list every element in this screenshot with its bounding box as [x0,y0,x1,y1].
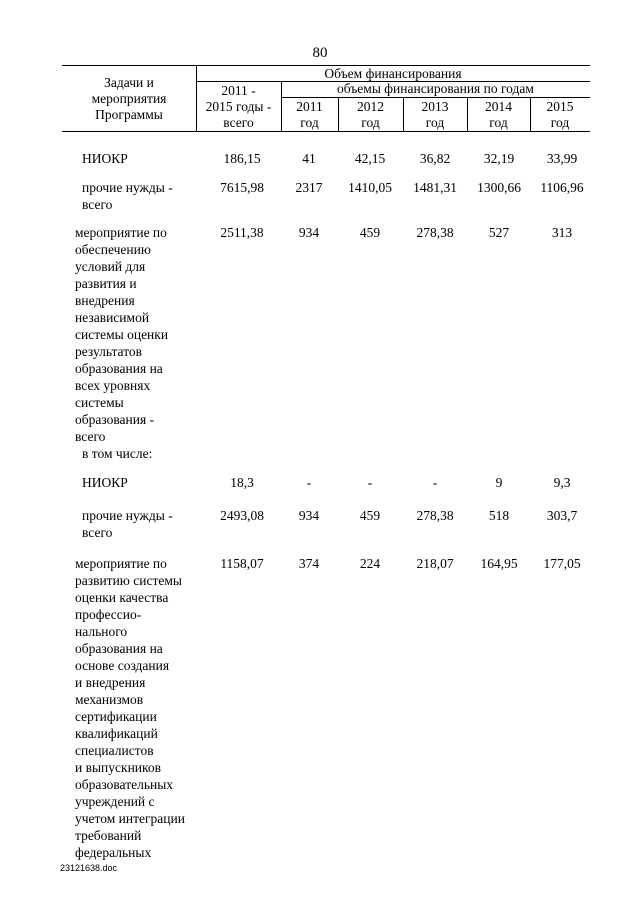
year-header-rule [281,97,590,98]
row-value-2011: 41 [302,151,316,166]
row-total: 7615,98 [220,180,264,195]
row-value-2012: 459 [359,225,381,240]
row-value-2011: 934 [298,225,320,240]
row-value-2013: - [432,475,438,490]
row-value-2011: 374 [298,556,320,571]
header-year-unit-2012: год [361,115,380,130]
page-number: 80 [312,45,328,61]
row-total: 18,3 [230,475,254,490]
row-label: мероприятие по обеспечению условий для развития и внедрения независимой системы оценки результатов образования на всех уровнях системы образования - всего [75,225,169,444]
row-value-2011: 934 [298,508,320,523]
header-year-unit-2014: год [489,115,508,130]
row-value-2012: - [367,475,373,490]
header-year-unit-2013: год [425,115,445,130]
row-value-2013: 36,82 [419,151,451,166]
row-total: 2511,38 [220,225,264,240]
row-label: прочие нужды - всего [82,180,173,212]
row-value-2012: 1410,05 [348,180,392,195]
row-value-2015: 1106,96 [540,180,584,195]
row-value-2011: - [306,475,312,490]
row-value-2014: 9 [495,475,503,490]
row-value-2015: 177,05 [543,556,581,571]
row-label: в том числе: [82,446,153,461]
header-year-2014: 2014 [485,99,512,114]
header-year-2015: 2015 [546,99,574,114]
row-value-2012: 459 [359,508,381,523]
header-year-unit-2011: год [300,115,319,130]
row-value-2013: 1481,31 [413,180,457,195]
row-value-2014: 527 [488,225,510,240]
table-header-bottom-rule [62,131,590,132]
row-value-2012: 224 [359,556,381,571]
row-total: 1158,07 [220,556,264,571]
row-value-2015: 313 [551,225,573,240]
row-label: НИОКР [82,475,128,490]
document-footer: 23121638.doc [60,863,118,873]
header-year-unit-2015: год [550,115,570,130]
header-task-column: Задачи и мероприятия Программы [91,75,167,122]
row-label: прочие нужды - всего [82,508,173,540]
row-value-2012: 42,15 [354,151,386,166]
header-year-2012: 2012 [357,99,384,114]
row-total: 2493,08 [220,508,264,523]
header-funding-volume: Объем финансирования [324,66,462,81]
row-total: 186,15 [223,151,261,166]
row-label: НИОКР [82,151,128,166]
header-total-period: 2011 - 2015 годы - всего [205,83,272,130]
header-by-year: объемы финансирования по годам [337,81,534,96]
row-value-2014: 1300,66 [477,180,521,195]
row-value-2013: 218,07 [416,556,454,571]
row-value-2015: 303,7 [546,508,578,523]
header-year-2013: 2013 [421,99,449,114]
row-value-2014: 518 [488,508,510,523]
row-value-2014: 164,95 [480,556,518,571]
row-value-2015: 9,3 [553,475,571,490]
row-label: мероприятие по развитию системы оценки качества профессио- нального образования на основе создания и внедрения механизмов сертификации квалификаций специалистов и выпускников образовательных учреждений с учетом интеграции требований федеральных [75,556,185,860]
row-value-2013: 278,38 [416,225,454,240]
row-value-2013: 278,38 [416,508,454,523]
header-year-2011: 2011 [296,99,323,114]
row-value-2015: 33,99 [546,151,578,166]
row-value-2011: 2317 [295,180,323,195]
row-value-2014: 32,19 [483,151,515,166]
